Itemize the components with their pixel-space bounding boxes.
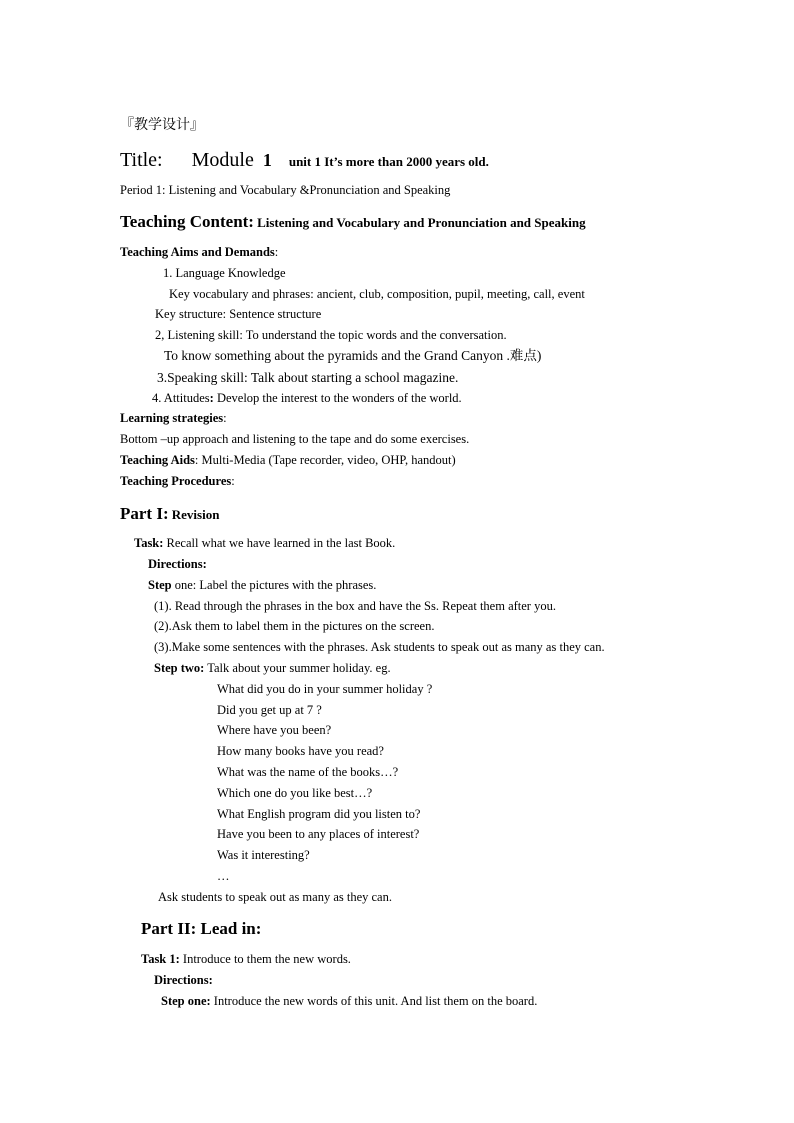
- part1-heading: [120, 504, 219, 525]
- part1-sub-2: (2).Ask them to label them in the pictures on the screen.: [154, 619, 435, 633]
- page-title: [120, 148, 489, 174]
- question-7: What English program did you listen to?: [217, 807, 421, 821]
- attitudes-label: 4. Attitudes: [152, 391, 210, 405]
- part2-directions: Directions:: [154, 973, 213, 987]
- part1-name: Revision: [171, 507, 220, 522]
- part1-sub-1: (1). Read through the phrases in the box and have the Ss. Repeat them after you.: [154, 599, 556, 613]
- part2-task-text: Introduce to them the new words.: [179, 952, 351, 966]
- part1-step2-text: Talk about your summer holiday. eg.: [204, 661, 391, 675]
- part2-task: [141, 951, 351, 967]
- question-1: What did you do in your summer holiday ?: [217, 682, 433, 696]
- aims-item-4: [152, 390, 462, 406]
- question-2: Did you get up at 7 ?: [217, 703, 322, 717]
- section-tag: 『教学设计』: [120, 118, 204, 133]
- aims-item-2b: To know something about the pyramids and the Grand Canyon .难点): [164, 348, 542, 363]
- part1-step2: [154, 660, 391, 676]
- part1-task-text: Recall what we have learned in the last Book.: [163, 536, 396, 550]
- aids-label: Teaching Aids: [120, 453, 195, 467]
- learning-text: Bottom –up approach and listening to the tape and do some exercises.: [120, 432, 470, 446]
- question-3: Where have you been?: [217, 723, 332, 737]
- procedures-colon: :: [231, 474, 235, 488]
- part1-sub-3: (3).Make some sentences with the phrases. Ask students to speak out as many as they can.: [154, 640, 605, 654]
- part1-directions: Directions:: [148, 557, 207, 571]
- aims-colon: :: [274, 245, 279, 259]
- title-label: Title:: [120, 149, 163, 171]
- question-8: Have you been to any places of interest?: [217, 827, 420, 841]
- question-ellipsis: …: [217, 869, 230, 883]
- question-5: What was the name of the books…?: [217, 765, 399, 779]
- part2-step1: [161, 993, 537, 1009]
- aims-vocab: Key vocabulary and phrases: ancient, club, composition, pupil, meeting, call, event: [169, 287, 585, 301]
- part1-task-label: Task:: [134, 536, 164, 550]
- aims-item-3: 3.Speaking skill: Talk about starting a school magazine.: [157, 370, 459, 385]
- part1-step2-label: Step two:: [154, 661, 205, 675]
- part1-closing: Ask students to speak out as many as they can.: [158, 890, 392, 904]
- teaching-content-label: Teaching Content:: [120, 212, 254, 231]
- title-module-number: 1: [262, 150, 272, 170]
- title-module: Module: [191, 149, 254, 171]
- aids-text: : Multi-Media (Tape recorder, video, OHP, handout): [194, 453, 456, 467]
- learning-colon: :: [223, 411, 227, 425]
- part1-step1-text: one: Label the pictures with the phrases.: [171, 578, 377, 592]
- part1-step1-label: Step: [148, 578, 172, 592]
- aims-item-1: 1. Language Knowledge: [163, 266, 286, 280]
- part1-task: [134, 535, 395, 551]
- part1-step1: [148, 577, 376, 593]
- part2-step1-label: Step one:: [161, 994, 211, 1008]
- teaching-content-value: Listening and Vocabulary and Pronunciation and Speaking: [257, 215, 586, 230]
- period-line: Period 1: Listening and Vocabulary &Pronunciation and Speaking: [120, 183, 451, 197]
- learning-heading: [120, 410, 227, 426]
- question-6: Which one do you like best…?: [217, 786, 373, 800]
- procedures-label: Teaching Procedures: [120, 474, 232, 488]
- aims-label: Teaching Aims and Demands: [120, 245, 275, 259]
- aims-heading: [120, 244, 278, 260]
- learning-label: Learning strategies: [120, 411, 224, 425]
- part1-label: Part I:: [120, 504, 169, 523]
- question-9: Was it interesting?: [217, 848, 310, 862]
- teaching-content: [120, 212, 586, 233]
- aids-line: [120, 452, 456, 468]
- aims-structure: Key structure: Sentence structure: [155, 307, 322, 321]
- part2-step1-text: Introduce the new words of this unit. And list them on the board.: [210, 994, 538, 1008]
- part2-heading: Part II: Lead in:: [141, 919, 262, 938]
- question-4: How many books have you read?: [217, 744, 384, 758]
- part2-task-label: Task 1:: [141, 952, 180, 966]
- title-unit: unit 1 It’s more than 2000 years old.: [288, 154, 489, 169]
- procedures-heading: [120, 473, 235, 489]
- attitudes-colon: :: [209, 391, 214, 405]
- aims-item-2: 2, Listening skill: To understand the topic words and the conversation.: [155, 328, 507, 342]
- attitudes-text: Develop the interest to the wonders of the world.: [213, 391, 462, 405]
